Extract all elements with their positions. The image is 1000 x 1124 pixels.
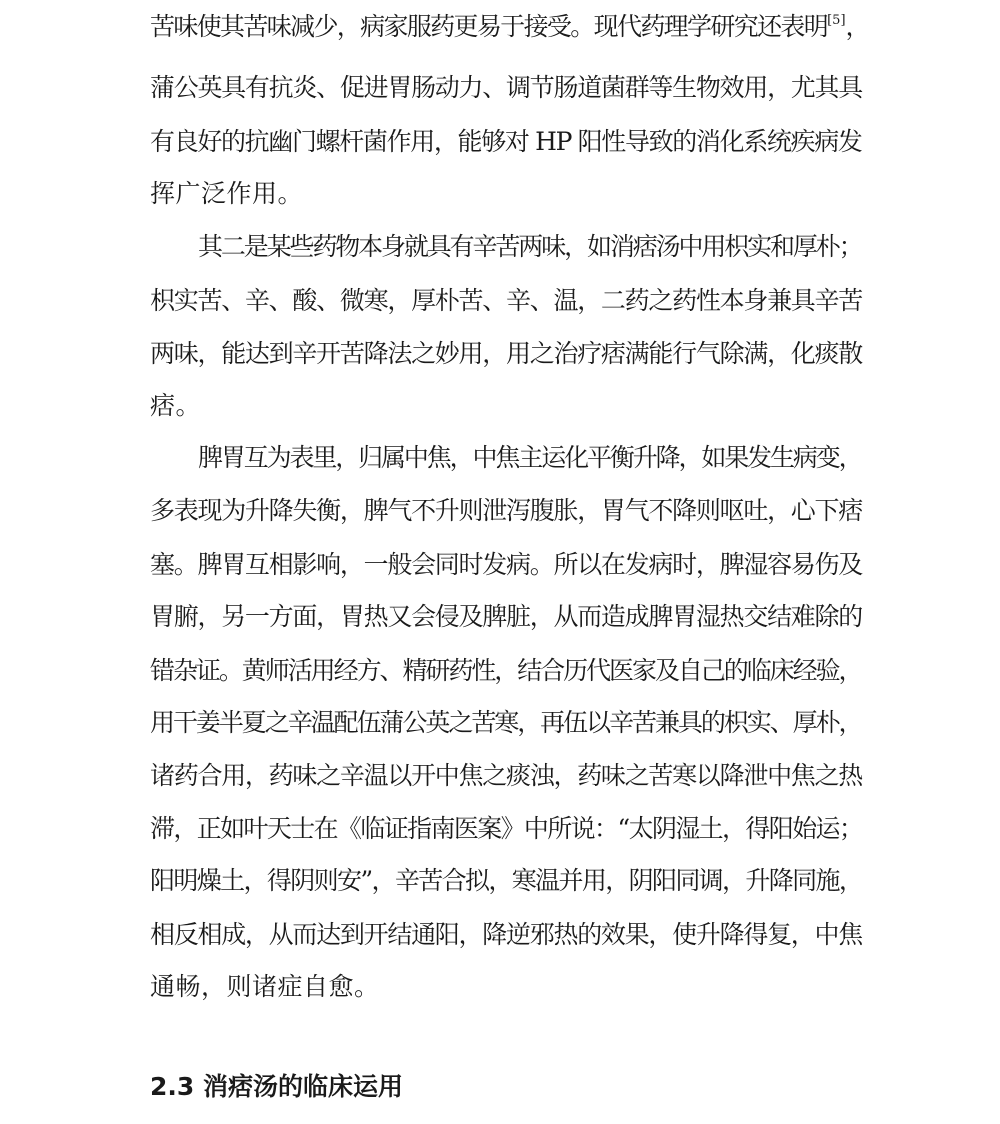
paragraph-3-line-5: 错杂证。黄师活用经方、精研药性，结合历代医家及自己的临床经验， — [150, 656, 862, 685]
paragraph-1-line-2: 蒲公英具有抗炎、促进胃肠动力、调节肠道菌群等生物效用，尤其具 — [150, 73, 863, 102]
paragraph-2-line-2: 枳实苦、辛、酸、微寒，厚朴苦、辛、温，二药之药性本身兼具辛苦 — [150, 286, 863, 315]
paragraph-3-line-7: 诸药合用，药味之辛温以开中焦之痰浊，药味之苦寒以降泄中焦之热 — [150, 761, 863, 790]
section-heading: 2.3 消痞汤的临床运用 — [150, 1072, 403, 1101]
paragraph-3-line-1: 脾胃互为表里，归属中焦，中焦主运化平衡升降，如果发生病变， — [198, 443, 862, 472]
paragraph-1-line-4: 挥广泛作用。 — [150, 179, 304, 208]
paragraph-2-line-1: 其二是某些药物本身就具有辛苦两味，如消痞汤中用枳实和厚朴； — [198, 232, 862, 261]
paragraph-3-line-9: 阳明燥土，得阴则安”，辛苦合拟，寒温并用，阴阳同调，升降同施， — [150, 866, 863, 895]
citation-reference: [5] — [827, 13, 846, 28]
paragraph-2-line-3: 两味，能达到辛开苦降法之妙用，用之治疗痞满能行气除满，化痰散 — [150, 339, 863, 368]
text-segment: 苦味使其苦味减少，病家服药更易于接受。现代药理学研究还表明 — [150, 12, 828, 41]
punctuation: ， — [845, 12, 869, 41]
paragraph-3-line-11: 通畅，则诸症自愈。 — [150, 972, 380, 1001]
paragraph-1-line-3: 有良好的抗幽门螺杆菌作用，能够对 HP 阳性导致的消化系统疾病发 — [150, 127, 862, 156]
paragraph-2-line-4: 痞。 — [150, 391, 202, 420]
paragraph-3-line-2: 多表现为升降失衡，脾气不升则泄泻腹胀，胃气不降则呕吐，心下痞 — [150, 496, 863, 525]
paragraph-3-line-3: 塞。脾胃互相影响，一般会同时发病。所以在发病时，脾湿容易伤及 — [150, 550, 863, 579]
paragraph-1-line-1 — [150, 12, 869, 42]
paragraph-3-line-8: 滞，正如叶天士在《临证指南医案》中所说：“太阴湿土，得阳始运； — [150, 814, 863, 843]
paragraph-3-line-6: 用干姜半夏之辛温配伍蒲公英之苦寒，再伍以辛苦兼具的枳实、厚朴， — [150, 708, 862, 737]
paragraph-3-line-10: 相反相成，从而达到开结通阳，降逆邪热的效果，使升降得复，中焦 — [150, 920, 863, 949]
paragraph-3-line-4: 胃腑，另一方面，胃热又会侵及脾脏，从而造成脾胃湿热交结难除的 — [150, 602, 863, 631]
